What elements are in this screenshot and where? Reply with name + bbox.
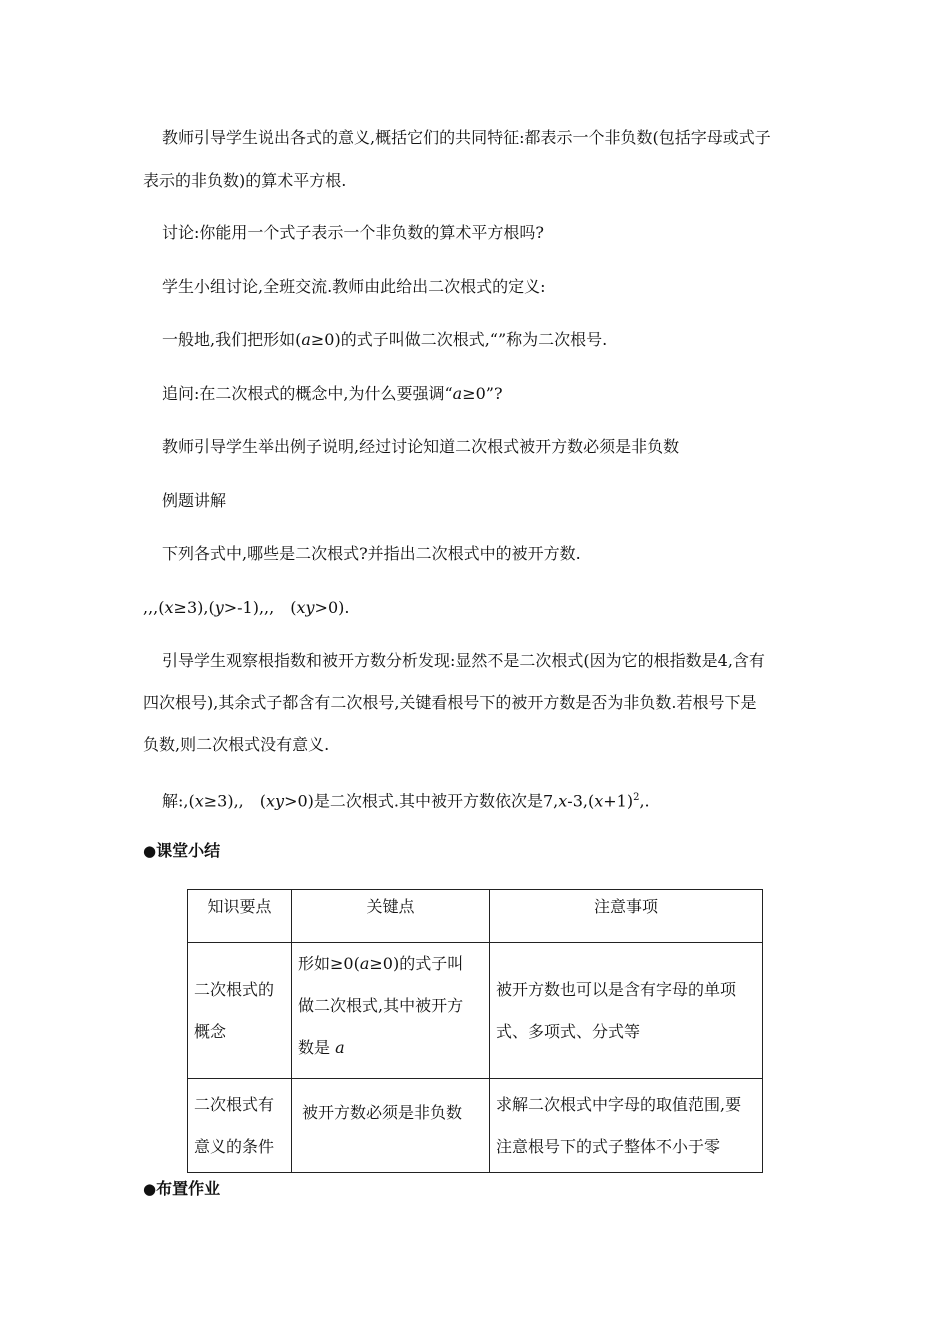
text-run: >0)是二次根式.其中被开方数依次是7, (284, 791, 559, 811)
text-run: ,. (639, 791, 650, 811)
header-text: 知识要点 (207, 897, 272, 916)
text-run: >0). (314, 598, 350, 617)
summary-table (187, 889, 763, 1173)
table-cell (292, 1079, 490, 1173)
paragraph-line: 四次根号),其余式子都含有二次根号,关键看根号下的被开方数是否为非负数.若根号下是 (143, 693, 757, 712)
heading-text: 布置作业 (156, 1179, 221, 1198)
cell-line: 注意根号下的式子整体不小于零 (496, 1136, 721, 1156)
text-run: 数是 (298, 1038, 331, 1057)
cell-line: 意义的条件 (194, 1136, 275, 1156)
bullet-icon: ● (143, 1180, 157, 1198)
paragraph-discussion: 讨论:你能用一个式子表示一个非负数的算术平方根吗? (162, 223, 544, 242)
variable-a: a (301, 330, 311, 349)
text-run: ≥3),, ( (203, 791, 267, 811)
heading-text: 课堂小结 (156, 841, 221, 860)
table-cell (490, 943, 763, 1079)
cell-line: 概念 (194, 1021, 227, 1041)
table-header-cell (292, 890, 490, 943)
paragraph-example-title: 例题讲解 (162, 491, 227, 510)
paragraph-solution (162, 787, 650, 812)
text-run: 一般地,我们把形如( (162, 330, 302, 349)
table-cell (188, 943, 292, 1079)
paragraph-group-discussion: 学生小组讨论,全班交流.教师由此给出二次根式的定义: (162, 277, 546, 296)
section-heading-summary (143, 840, 220, 862)
paragraph-exercise: 下列各式中,哪些是二次根式?并指出二次根式中的被开方数. (162, 544, 581, 563)
bullet-icon: ● (143, 842, 157, 860)
table-cell (490, 1079, 763, 1173)
superscript: 2 (633, 792, 640, 803)
variable-x: x (194, 791, 204, 811)
variable-y: y (214, 598, 224, 617)
text-run: ≥3),( (173, 598, 215, 617)
paragraph-expressions (143, 597, 349, 619)
cell-line: 二次根式有 (194, 1094, 275, 1114)
text-run: >-1),,, ( (223, 598, 297, 617)
table-row (188, 943, 763, 1079)
cell-line: 求解二次根式中字母的取值范围,要 (496, 1094, 742, 1114)
text-run: +1) (603, 791, 634, 811)
variable-xy: xy (266, 791, 285, 811)
variable-x: x (594, 791, 604, 811)
header-text: 关键点 (366, 897, 415, 916)
paragraph-line: 表示的非负数)的算术平方根. (143, 171, 347, 190)
variable-x: x (558, 791, 568, 811)
table-header-cell (188, 890, 292, 943)
variable-xy: xy (296, 598, 315, 617)
cell-line: 式、多项式、分式等 (496, 1021, 641, 1041)
text-run: ≥0”? (462, 384, 503, 403)
paragraph-line: 负数,则二次根式没有意义. (143, 735, 330, 754)
variable-a: a (335, 1038, 345, 1057)
text-run: ,,,( (143, 598, 165, 617)
text-run: 形如≥0( (298, 954, 360, 973)
paragraph-followup-question (162, 383, 503, 405)
paragraph-line: 教师引导学生说出各式的意义,概括它们的共同特征:都表示一个非负数(包括字母或式子 (162, 128, 771, 147)
paragraph-line: 引导学生观察根指数和被开方数分析发现:显然不是二次根式(因为它的根指数是4,含有 (162, 651, 765, 670)
table-header-cell (490, 890, 763, 943)
text-run: ≥0)的式子叫做二次根式,“”称为二次根号. (310, 330, 608, 349)
header-text: 注意事项 (593, 897, 658, 916)
table-cell (188, 1079, 292, 1173)
cell-line: 被开方数必须是非负数 (302, 1103, 463, 1122)
paragraph-teacher-guide: 教师引导学生举出例子说明,经过讨论知道二次根式被开方数必须是非负数 (162, 437, 680, 456)
cell-line (298, 943, 483, 985)
cell-line: 二次根式的 (194, 979, 275, 999)
text-run: -3,( (567, 791, 595, 811)
cell-line: 做二次根式,其中被开方 (298, 996, 464, 1015)
paragraph-definition (162, 329, 607, 351)
cell-line: 被开方数也可以是含有字母的单项 (496, 979, 737, 999)
table-header-row (188, 890, 763, 943)
text-run: 追问:在二次根式的概念中,为什么要强调“ (162, 384, 453, 403)
variable-x: x (164, 598, 174, 617)
text-run: ≥0)的式子叫 (369, 954, 464, 973)
table-row (188, 1079, 763, 1173)
table-cell (292, 943, 490, 1079)
variable-a: a (452, 384, 463, 403)
text-run: 解:,( (162, 791, 195, 811)
cell-line (298, 1027, 483, 1069)
variable-a: a (359, 954, 370, 973)
section-heading-homework (143, 1178, 220, 1200)
